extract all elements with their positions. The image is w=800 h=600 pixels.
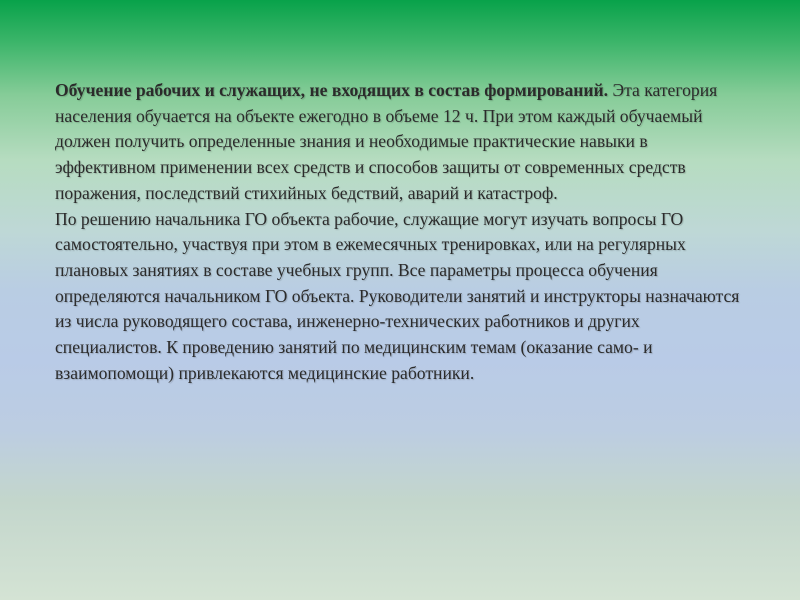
paragraph-bold-lead: Обучение рабочих и служащих, не входящих в состав формирований. [55,80,609,100]
slide-text-block [55,78,745,386]
paragraph-self-study [55,207,745,387]
paragraph-body: По решению начальника ГО объекта рабочие, служащие могут изучать вопросы ГО самостоятельно, участвуя при этом в ежемесячных тренировках, или на регулярных плановых занятиях в составе учебных групп. Все параметры процесса обучения определяются начальником ГО объекта. Руководители занятий и инструкторы назначаются из числа руководящего состава, инженерно-технических работников и других специалистов. К проведению занятий по медицинским темам (оказание само- и взаимопомощи) привлекаются медицинские работники. [55,208,740,383]
paragraph-training-workers [55,78,745,207]
paragraph-body: Эта категория населения обучается на объекте ежегодно в объеме 12 ч. При этом каждый обучаемый должен получить определенные знания и необходимые практические навыки в эффективном применении всех средств и способов защиты от современных средств поражения, последствий стихийных бедствий, аварий и катастроф. [55,80,718,203]
